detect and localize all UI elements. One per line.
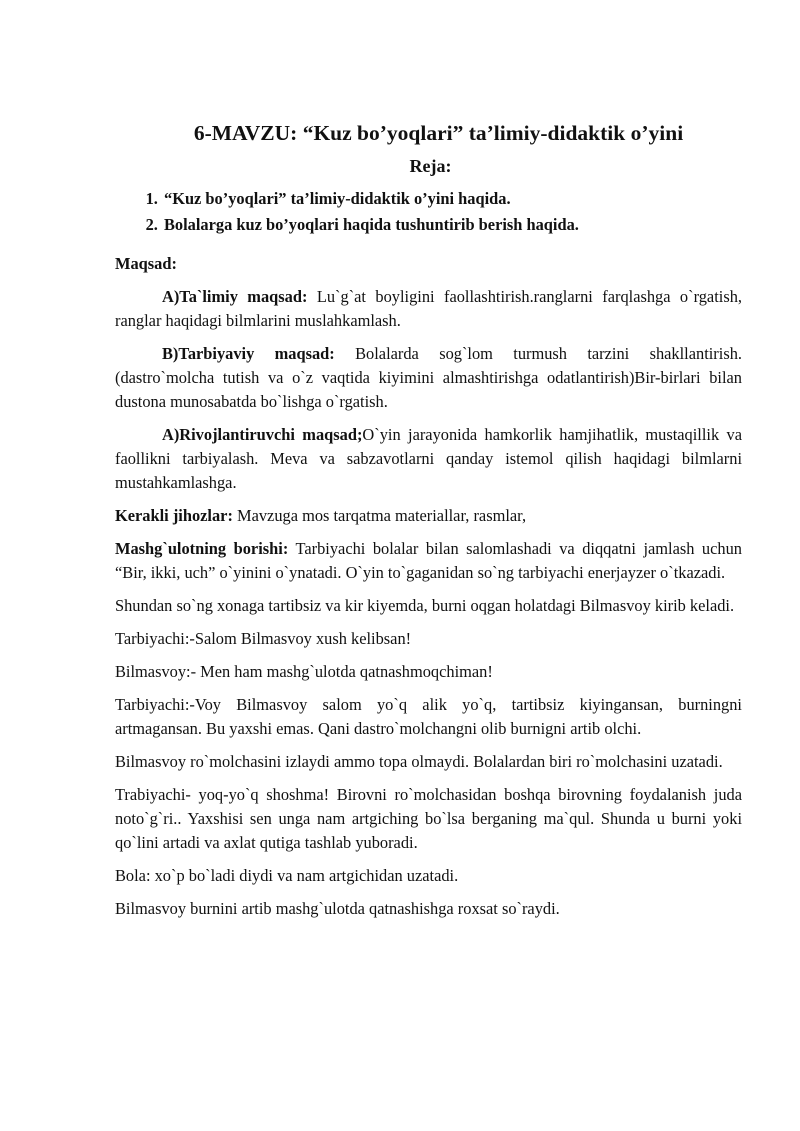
upbringing-goal-label: B)Tarbiyaviy maqsad: <box>162 344 335 363</box>
educational-goal <box>115 285 742 333</box>
lesson-course-label: Mashg`ulotning borishi: <box>115 539 289 558</box>
developmental-goal-label: A)Rivojlantiruvchi maqsad; <box>162 425 363 444</box>
lesson-course-paragraph <box>115 537 742 585</box>
equipment-paragraph <box>115 504 742 528</box>
educational-goal-label: A)Ta`limiy maqsad: <box>162 287 308 306</box>
plan-item: 2. Bolalarga kuz bo’yoqlari haqida tushuntirib berish haqida. <box>162 212 742 238</box>
plan-item: 1. “Kuz bo’yoqlari” ta’limiy-didaktik o’yini haqida. <box>162 186 742 212</box>
dialogue-line: Tarbiyachi:-Voy Bilmasvoy salom yo`q alik yo`q, tartibsiz kiyingansan, burningni artmagansan. Bu yaxshi emas. Qani dastro`molchangni olib burnigni artib olchi. <box>115 695 742 738</box>
document-title: 6-MAVZU: “Kuz bo’yoqlari” ta’limiy-didaktik o’yini <box>193 121 684 145</box>
goal-heading <box>115 252 742 276</box>
plan-list <box>115 186 742 238</box>
body-paragraph: Shundan so`ng xonaga tartibsiz va kir kiyemda, burni oqgan holatdagi Bilmasvoy kirib keladi. <box>115 596 735 615</box>
upbringing-goal-text: Bolalarda sog`lom turmush tarzini shakllantirish. (dastro`molcha tutish va o`z vaqtida kiyimini almashtirishga odatlantirish)Bir-birlari bilan dustona munosabatda bo`lishga o`rgatish. <box>115 344 742 411</box>
equipment-label: Kerakli jihozlar: <box>115 506 233 525</box>
dialogue-line: Tarbiyachi:-Salom Bilmasvoy xush kelibsan! <box>115 629 412 648</box>
body-paragraph: Bola: xo`p bo`ladi diydi va nam artgichidan uzatadi. <box>115 866 459 885</box>
body-paragraph: Bilmasvoy ro`molchasini izlaydi ammo topa olmaydi. Bolalardan biri ro`molchasini uzatadi. <box>115 752 723 771</box>
developmental-goal-text: O`yin jarayonida hamkorlik hamjihatlik, mustaqillik va faollikni tarbiyalash. Meva va sabzavotlarni qanday istemol qilish haqidagi bilmlarni mustahkamlashga. <box>115 425 742 492</box>
document-page <box>115 118 742 930</box>
dialogue-line: Bilmasvoy:- Men ham mashg`ulotda qatnashmoqchiman! <box>115 662 493 681</box>
developmental-goal <box>115 423 742 495</box>
goal-heading-label: Maqsad: <box>115 254 177 273</box>
body-paragraph: Bilmasvoy burnini artib mashg`ulotda qatnashishga roxsat so`raydi. <box>115 899 560 918</box>
lesson-course-text: Tarbiyachi bolalar bilan salomlashadi va diqqatni jamlash uchun “Bir, ikki, uch” o`yinini o`ynatadi. O`yin to`gaganidan so`ng tarbiyachi enerjayzer o`tkazadi. <box>115 539 742 582</box>
equipment-text: Mavzuga mos tarqatma materiallar, rasmlar, <box>232 506 527 525</box>
plan-heading: Reja: <box>409 156 452 176</box>
dialogue-line: Trabiyachi- yoq-yo`q shoshma! Birovni ro`molchasidan boshqa birovning foydalanish juda noto`g`ri.. Yaxshisi sen unga nam artgiching bo`lsa berganing ma`qul. Shunda u burni yoki qo`lini artadi va axlat qutiga tashlab yuboradi. <box>115 785 742 852</box>
upbringing-goal <box>115 342 742 414</box>
educational-goal-text: Lu`g`at boyligini faollashtirish.ranglarni farqlashga o`rgatish, ranglar haqidagi bilmlarini muslahkamlash. <box>115 287 742 330</box>
